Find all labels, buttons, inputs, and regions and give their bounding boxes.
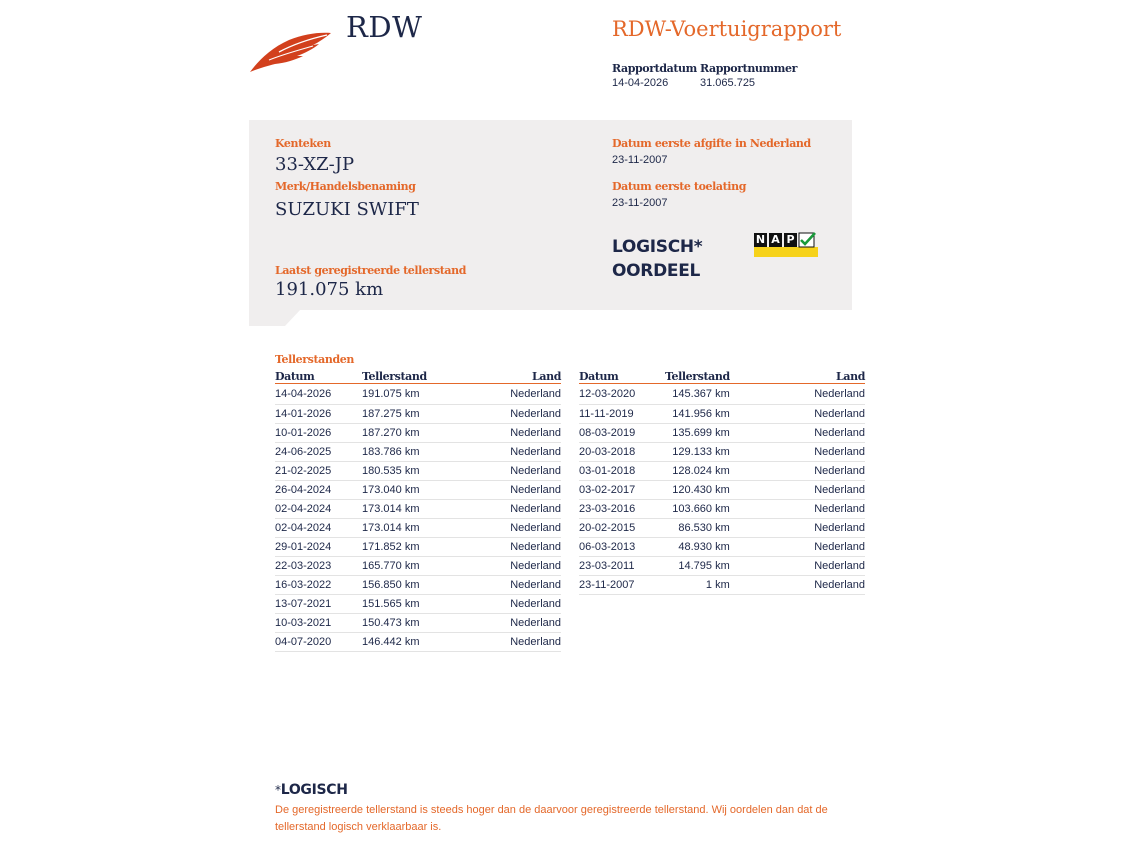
table-row (579, 424, 865, 443)
cell-country: Nederland (462, 443, 561, 462)
cell-country: Nederland (730, 405, 865, 424)
brand-value: SUZUKI SWIFT (275, 199, 419, 220)
footnote-title-text: LOGISCH (280, 782, 348, 798)
col-date-header: Datum (275, 369, 362, 384)
cell-country: Nederland (730, 424, 865, 443)
cell-date: 14-04-2026 (275, 384, 362, 405)
table-row (579, 557, 865, 576)
cell-date: 04-07-2020 (275, 633, 362, 652)
cell-country: Nederland (730, 576, 865, 595)
cell-date: 26-04-2024 (275, 481, 362, 500)
cell-country: Nederland (730, 557, 865, 576)
footnote-asterisk: * (275, 783, 281, 797)
cell-country: Nederland (730, 519, 865, 538)
table-row (275, 481, 561, 500)
cell-date: 23-11-2007 (579, 576, 665, 595)
cell-km: 150.473 km (362, 614, 462, 633)
table-header-row (275, 369, 561, 384)
col-country-header: Land (462, 369, 561, 384)
cell-km: 135.699 km (665, 424, 730, 443)
cell-date: 16-03-2022 (275, 576, 362, 595)
cell-km: 171.852 km (362, 538, 462, 557)
table-row (579, 538, 865, 557)
cell-country: Nederland (462, 519, 561, 538)
cell-km: 151.565 km (362, 595, 462, 614)
table-row (275, 538, 561, 557)
cell-country: Nederland (462, 614, 561, 633)
brand-label: Merk/Handelsbenaming (275, 180, 416, 193)
cell-km: 103.660 km (665, 500, 730, 519)
cell-country: Nederland (462, 633, 561, 652)
report-number: 31.065.725 (700, 77, 756, 89)
odometer-value: 191.075 km (275, 279, 384, 300)
nap-letter-a: A (769, 233, 782, 247)
cell-date: 20-03-2018 (579, 443, 665, 462)
cell-date: 20-02-2015 (579, 519, 665, 538)
cell-country: Nederland (730, 384, 865, 405)
cell-km: 173.014 km (362, 500, 462, 519)
cell-date: 03-01-2018 (579, 462, 665, 481)
cell-country: Nederland (462, 538, 561, 557)
col-km-header: Tellerstand (665, 369, 730, 383)
nap-yellow-bar (754, 247, 818, 257)
table-row (275, 443, 561, 462)
col-km-header: Tellerstand (362, 369, 462, 384)
table-row (579, 462, 865, 481)
table-row (275, 519, 561, 538)
cell-date: 29-01-2024 (275, 538, 362, 557)
report-date: 14-04-2026 (612, 77, 669, 89)
nap-badge (754, 233, 818, 258)
cell-date: 14-01-2026 (275, 405, 362, 424)
table-row (275, 405, 561, 424)
cell-km: 187.270 km (362, 424, 462, 443)
cell-country: Nederland (462, 557, 561, 576)
panel-tab (249, 309, 309, 327)
verdict-line-2: OORDEEL (612, 261, 701, 281)
cell-date: 06-03-2013 (579, 538, 665, 557)
cell-date: 13-07-2021 (275, 595, 362, 614)
cell-country: Nederland (730, 500, 865, 519)
odometer-label: Laatst geregistreerde tellerstand (275, 264, 467, 277)
cell-km: 145.367 km (665, 384, 730, 405)
cell-date: 10-01-2026 (275, 424, 362, 443)
cell-km: 141.956 km (665, 405, 730, 424)
cell-country: Nederland (462, 384, 561, 405)
cell-km: 180.535 km (362, 462, 462, 481)
cell-date: 23-03-2016 (579, 500, 665, 519)
cell-km: 173.040 km (362, 481, 462, 500)
cell-km: 120.430 km (665, 481, 730, 500)
table-row (275, 462, 561, 481)
odometer-table-left-body (275, 384, 561, 652)
cell-country: Nederland (462, 576, 561, 595)
cell-date: 03-02-2017 (579, 481, 665, 500)
cell-country: Nederland (730, 481, 865, 500)
cell-country: Nederland (462, 405, 561, 424)
footnote-text: De geregistreerde tellerstand is steeds hoger dan de daarvoor geregistreerde tellerstand. Wij oordelen dan dat de tellerstand logisch verklaarbaar is. (275, 804, 828, 833)
table-row (275, 614, 561, 633)
cell-km: 191.075 km (362, 384, 462, 405)
report-title: RDW-Voertuigrapport (612, 17, 842, 41)
cell-country: Nederland (730, 443, 865, 462)
table-row (579, 443, 865, 462)
cell-km: 173.014 km (362, 519, 462, 538)
cell-date: 24-06-2025 (275, 443, 362, 462)
odometer-table-right-body (579, 384, 865, 595)
nap-letter-p: P (784, 233, 797, 247)
table-row (275, 633, 561, 652)
table-row (275, 595, 561, 614)
cell-date: 11-11-2019 (579, 405, 665, 424)
table-row (579, 481, 865, 500)
report-number-label: Rapportnummer (700, 62, 797, 75)
table-row (579, 519, 865, 538)
plate-value: 33-XZ-JP (275, 154, 355, 175)
table-row (275, 576, 561, 595)
cell-country: Nederland (730, 462, 865, 481)
table-row (579, 405, 865, 424)
table-row (275, 384, 561, 405)
table-row (579, 384, 865, 405)
cell-km: 146.442 km (362, 633, 462, 652)
cell-km: 48.930 km (665, 538, 730, 557)
report-date-label: Rapportdatum (612, 62, 697, 75)
table-row (579, 576, 865, 595)
table-row (579, 500, 865, 519)
footnote-title (275, 782, 348, 798)
first-issue-nl-value: 23-11-2007 (612, 154, 668, 166)
col-date-header: Datum (579, 369, 665, 384)
col-country-header: Land (730, 369, 865, 384)
cell-date: 12-03-2020 (579, 384, 665, 405)
logo-text: RDW (346, 10, 423, 44)
cell-km: 183.786 km (362, 443, 462, 462)
first-issue-nl-label: Datum eerste afgifte in Nederland (612, 137, 811, 150)
cell-date: 23-03-2011 (579, 557, 665, 576)
cell-km: 14.795 km (665, 557, 730, 576)
cell-country: Nederland (462, 462, 561, 481)
cell-km: 165.770 km (362, 557, 462, 576)
cell-km: 1 km (665, 576, 730, 595)
cell-country: Nederland (462, 500, 561, 519)
table-row (275, 557, 561, 576)
cell-country: Nederland (462, 595, 561, 614)
table-row (275, 500, 561, 519)
cell-km: 128.024 km (665, 462, 730, 481)
cell-km: 129.133 km (665, 443, 730, 462)
odometer-section-title: Tellerstanden (275, 353, 354, 366)
rdw-logo-icon (249, 30, 333, 74)
cell-date: 08-03-2019 (579, 424, 665, 443)
plate-label: Kenteken (275, 137, 331, 150)
cell-km: 187.275 km (362, 405, 462, 424)
checkmark-icon (798, 232, 816, 248)
cell-date: 21-02-2025 (275, 462, 362, 481)
nap-letter-n: N (755, 233, 766, 246)
first-admission-value: 23-11-2007 (612, 197, 668, 209)
odometer-table-left (275, 369, 561, 652)
table-row (275, 424, 561, 443)
cell-km: 86.530 km (665, 519, 730, 538)
cell-date: 02-04-2024 (275, 500, 362, 519)
cell-country: Nederland (730, 538, 865, 557)
odometer-table-right (579, 369, 865, 595)
cell-date: 22-03-2023 (275, 557, 362, 576)
first-admission-label: Datum eerste toelating (612, 180, 746, 193)
table-header-row (579, 369, 865, 384)
verdict-line-1: LOGISCH* (612, 237, 703, 257)
cell-date: 02-04-2024 (275, 519, 362, 538)
verdict (612, 235, 702, 283)
cell-km: 156.850 km (362, 576, 462, 595)
cell-country: Nederland (462, 424, 561, 443)
cell-date: 10-03-2021 (275, 614, 362, 633)
cell-country: Nederland (462, 481, 561, 500)
